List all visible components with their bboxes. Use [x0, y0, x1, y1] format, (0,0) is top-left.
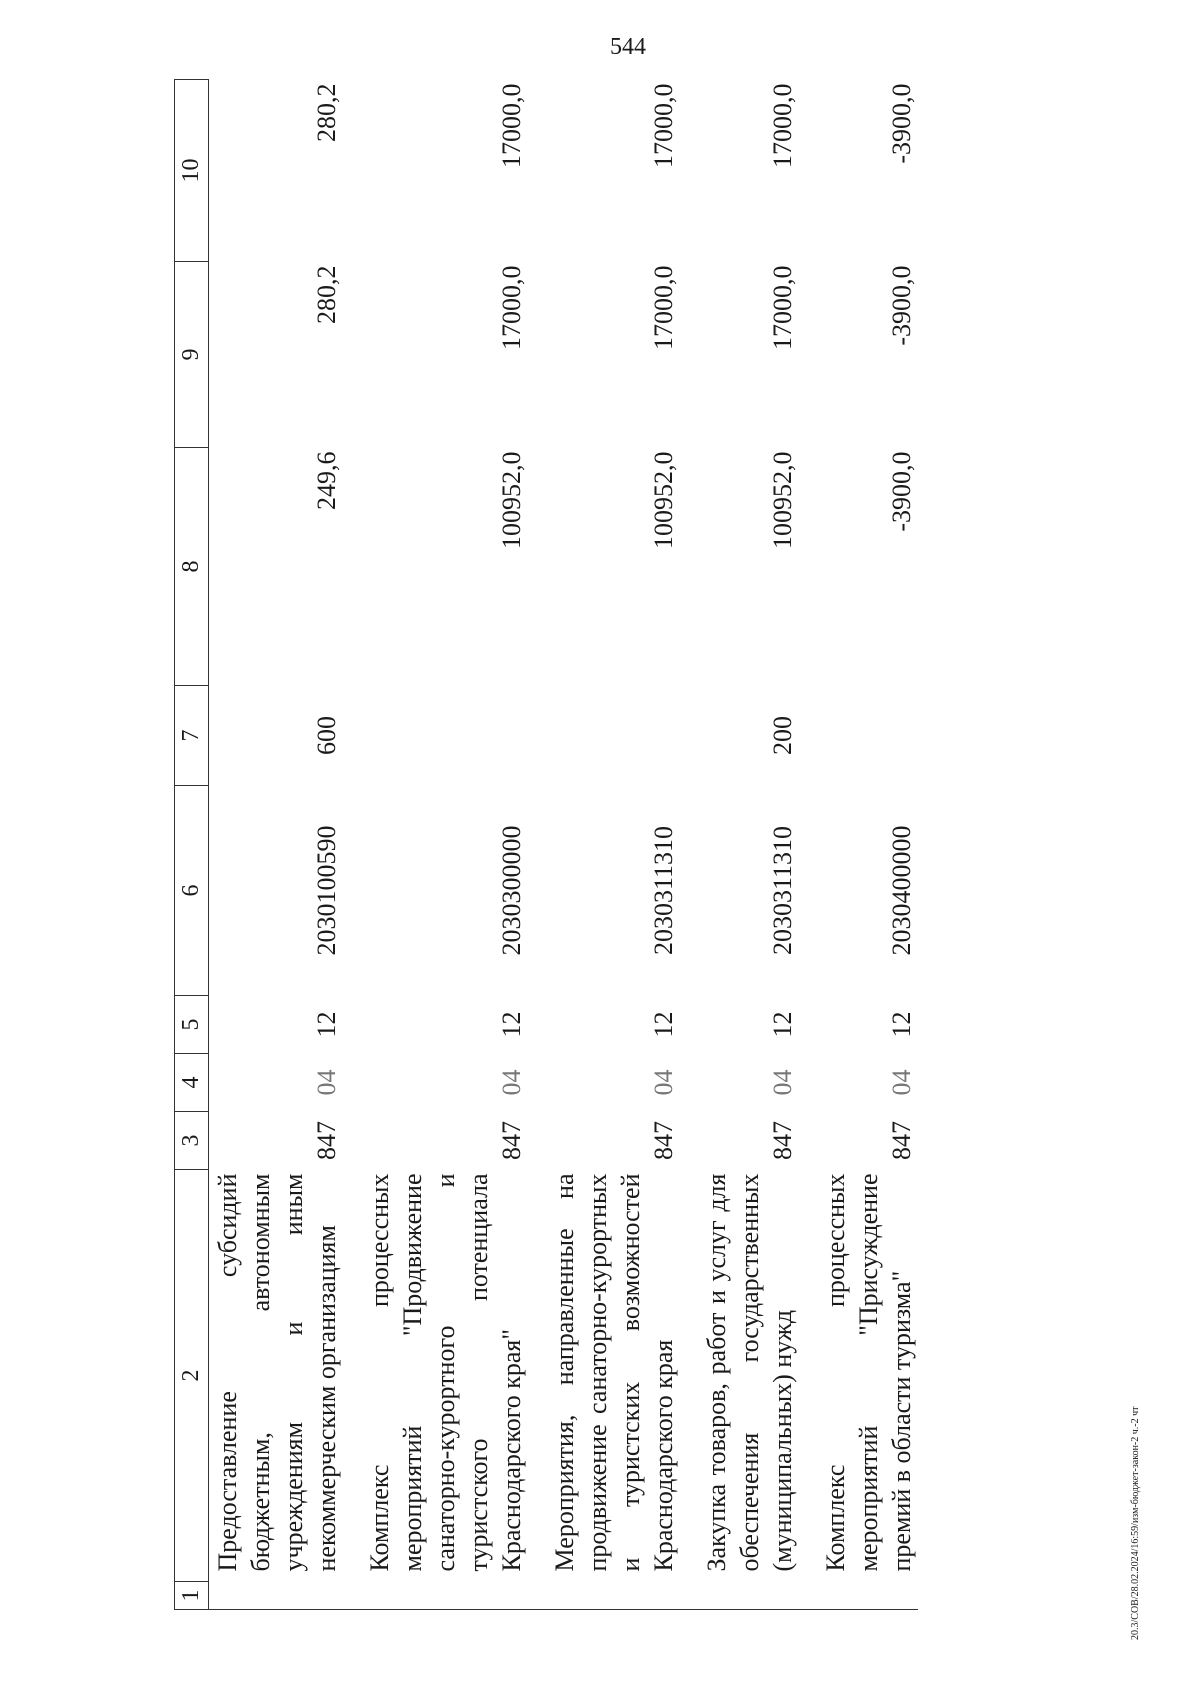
header-col-4: 4	[175, 1054, 209, 1112]
cell-amount-1: -3900,0	[887, 451, 916, 532]
header-col-10: 10	[175, 80, 209, 262]
header-col-1: 1	[175, 1582, 209, 1610]
page-number: 544	[610, 34, 646, 60]
cell-section: 04	[312, 1069, 341, 1096]
cell-section: 04	[768, 1069, 797, 1096]
cell-subsection: 12	[887, 1011, 916, 1038]
row-description: Предоставление субсидий бюджетным, автономным учреждениям и иным некоммерческим организациям	[213, 1173, 341, 1572]
table-row	[680, 80, 799, 1610]
cell-subsection: 12	[497, 1011, 526, 1038]
header-col-7: 7	[175, 686, 209, 786]
cell-ministry-code: 847	[768, 1121, 797, 1160]
cell-target-article: 2030311310	[768, 825, 797, 956]
cell-amount-1: 100952,0	[497, 451, 526, 549]
cell-amount-2: 17000,0	[768, 265, 797, 350]
cell-ministry-code: 847	[649, 1121, 678, 1160]
cell-ministry-code: 847	[887, 1121, 916, 1160]
cell-amount-3: 17000,0	[649, 83, 678, 168]
cell-amount-3: -3900,0	[887, 83, 916, 164]
cell-amount-3: 17000,0	[497, 83, 526, 168]
cell-amount-3: 280,2	[312, 83, 341, 142]
document-footer-code: 20.3/СОВ/28.02.2024/16:59/изм-бюджет-закон-2 ч.-2 чт	[1130, 1406, 1141, 1640]
cell-section: 04	[887, 1069, 916, 1096]
cell-target-article: 2030400000	[887, 825, 916, 956]
cell-amount-2: 280,2	[312, 265, 341, 324]
cell-expense-type: 600	[312, 716, 341, 755]
cell-expense-type	[528, 686, 680, 786]
cell-expense-type: 200	[768, 716, 797, 755]
header-col-2: 2	[175, 1170, 209, 1582]
cell-target-article: 2030100590	[312, 825, 341, 956]
row-marker	[799, 1582, 918, 1610]
row-marker	[343, 1582, 528, 1610]
row-description: Комплекс процессных мероприятий "Присуждение премий в области туризма"	[821, 1173, 916, 1572]
cell-expense-type	[799, 686, 918, 786]
header-col-3: 3	[175, 1112, 209, 1170]
cell-subsection: 12	[768, 1011, 797, 1038]
cell-expense-type	[343, 686, 528, 786]
header-col-9: 9	[175, 262, 209, 448]
budget-table-rotated	[174, 80, 1200, 1610]
row-marker	[209, 1582, 344, 1610]
header-col-5: 5	[175, 996, 209, 1054]
cell-amount-1: 100952,0	[649, 451, 678, 549]
cell-amount-3: 17000,0	[768, 83, 797, 168]
table-row	[343, 80, 528, 1610]
table-row	[528, 80, 680, 1610]
cell-subsection: 12	[312, 1011, 341, 1038]
header-col-8: 8	[175, 448, 209, 686]
cell-amount-2: 17000,0	[497, 265, 526, 350]
cell-section: 04	[497, 1069, 526, 1096]
header-col-6: 6	[175, 786, 209, 996]
cell-ministry-code: 847	[312, 1121, 341, 1160]
cell-ministry-code: 847	[497, 1121, 526, 1160]
row-description: Мероприятия, направленные на продвижение санаторно-курортных и туристских возможностей Краснодарского края	[550, 1173, 678, 1572]
cell-target-article: 2030300000	[497, 825, 526, 956]
cell-amount-2: -3900,0	[887, 265, 916, 346]
row-marker	[680, 1582, 799, 1610]
table-row	[799, 80, 918, 1610]
cell-subsection: 12	[649, 1011, 678, 1038]
cell-target-article: 2030311310	[649, 825, 678, 956]
table-header-row	[175, 80, 209, 1610]
cell-amount-2: 17000,0	[649, 265, 678, 350]
cell-amount-1: 249,6	[312, 451, 341, 510]
budget-table	[174, 79, 918, 1610]
table-row	[209, 80, 344, 1610]
cell-amount-1: 100952,0	[768, 451, 797, 549]
row-description: Комплекс процессных мероприятий "Продвижение санаторно-курортного и туристского потенциала Краснодарского края"	[365, 1173, 526, 1572]
row-description: Закупка товаров, работ и услуг для обеспечения государственных (муниципальных) нужд	[702, 1173, 797, 1572]
cell-section: 04	[649, 1069, 678, 1096]
row-marker	[528, 1582, 680, 1610]
